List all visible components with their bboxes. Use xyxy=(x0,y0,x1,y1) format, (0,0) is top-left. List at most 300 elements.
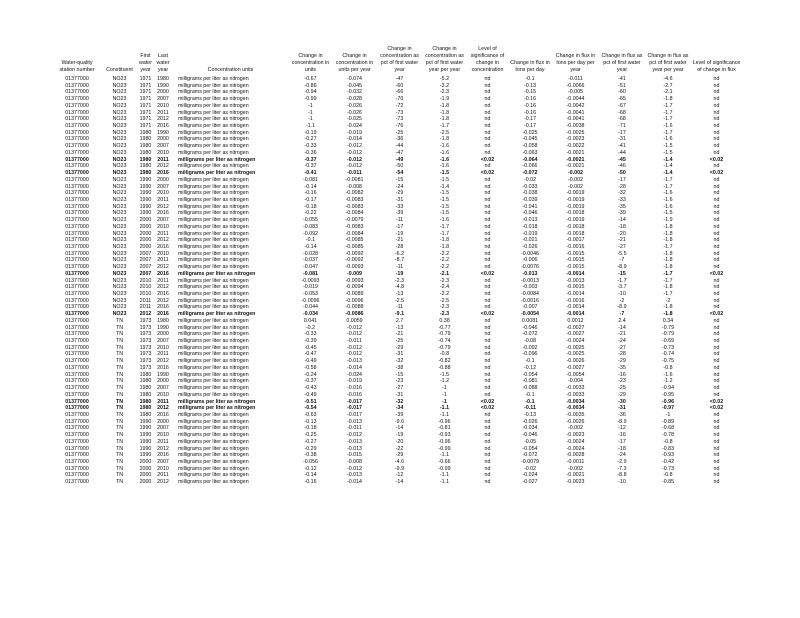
cell-change-flux: -0.021 xyxy=(522,237,538,244)
cell-change-conc-pct-per-year: -1.5 xyxy=(439,210,450,217)
cell-last-water-year: 2007 xyxy=(157,385,169,392)
table-row xyxy=(52,217,742,224)
cell-first-water-year: 1980 xyxy=(139,143,152,150)
cell-first-water-year: 1971 xyxy=(139,109,152,116)
cell-change-conc-pct-per-year: -0.96 xyxy=(438,438,451,445)
cell-last-water-year: 2012 xyxy=(157,479,169,486)
table-row xyxy=(52,425,742,432)
cell-flux-significance: nd xyxy=(713,96,720,103)
cell-change-conc-pct: -11 xyxy=(395,217,404,224)
cell-change-conc-per-year: -0.013 xyxy=(346,358,363,365)
cell-flux-significance: <0.02 xyxy=(709,405,724,412)
cell-units: milligrams per liter as nitrogen xyxy=(178,223,249,230)
cell-change-conc-pct-per-year: -1.1 xyxy=(439,411,450,418)
cell-last-water-year: 2016 xyxy=(157,170,169,177)
cell-last-water-year: 2012 xyxy=(157,445,169,452)
table-row xyxy=(52,405,742,412)
cell-change-conc-pct: -31 xyxy=(395,351,404,358)
cell-first-water-year: 2000 xyxy=(139,465,152,472)
cell-constituent: TN xyxy=(115,438,124,445)
cell-constituent: NO23 xyxy=(112,183,127,190)
cell-change-flux-per-year: -0.0023 xyxy=(566,479,585,486)
cell-change-conc: -1 xyxy=(308,109,313,116)
cell-change-conc-pct-per-year: -3.2 xyxy=(439,82,450,89)
table-row xyxy=(52,170,742,177)
cell-conc-significance: nd xyxy=(484,163,491,170)
cell-station-number: 01377000 xyxy=(65,264,89,271)
cell-station-number: 01377000 xyxy=(65,190,89,197)
cell-change-flux-pct-per-year: -0.93 xyxy=(661,452,675,459)
cell-change-conc: -0.16 xyxy=(304,479,317,486)
cell-change-flux: -0.11 xyxy=(524,405,536,412)
table-row xyxy=(52,385,742,392)
cell-station-number: 01377000 xyxy=(65,304,89,311)
cell-first-water-year: 2010 xyxy=(139,291,152,297)
cell-conc-significance: nd xyxy=(484,458,491,465)
cell-conc-significance: nd xyxy=(484,96,491,103)
cell-station-number: 01377000 xyxy=(65,82,89,89)
cell-constituent: NO23 xyxy=(112,109,127,116)
cell-change-conc: -0.16 xyxy=(304,190,317,197)
cell-change-conc-pct-per-year: -1.6 xyxy=(439,217,450,224)
cell-change-conc-pct-per-year: -1.9 xyxy=(439,96,450,103)
cell-flux-significance: nd xyxy=(713,183,720,190)
cell-conc-significance: nd xyxy=(484,176,491,183)
cell-units: milligrams per liter as nitrogen xyxy=(178,458,249,465)
cell-change-flux-pct: -33 xyxy=(618,196,626,203)
cell-change-flux: -0.1 xyxy=(525,398,535,405)
cell-change-conc: -0.37 xyxy=(304,156,317,163)
cell-constituent: NO23 xyxy=(112,270,127,277)
cell-constituent: NO23 xyxy=(112,82,127,89)
cell-last-water-year: 2007 xyxy=(157,217,169,224)
cell-change-flux-per-year: -0.0027 xyxy=(566,324,585,331)
table-row xyxy=(52,163,742,170)
cell-constituent: TN xyxy=(115,479,124,486)
cell-flux-significance: nd xyxy=(713,458,720,465)
table-row xyxy=(52,399,742,406)
cell-change-conc-pct-per-year: -1.5 xyxy=(439,170,450,177)
cell-change-flux-pct: -7.3 xyxy=(617,465,627,472)
cell-change-flux-per-year: -0.0026 xyxy=(566,358,585,365)
header-concentration-units: Concentration units xyxy=(207,66,254,73)
cell-change-conc-pct-per-year: -1.8 xyxy=(439,116,450,123)
table-row xyxy=(52,338,742,345)
cell-change-conc-per-year: -0.008 xyxy=(346,183,363,190)
cell-last-water-year: 2016 xyxy=(157,364,169,371)
cell-first-water-year: 1973 xyxy=(139,317,152,324)
cell-conc-significance: nd xyxy=(484,472,491,479)
cell-change-flux-pct: -14 xyxy=(618,324,626,331)
table-row xyxy=(52,184,742,191)
cell-conc-significance: nd xyxy=(484,324,491,331)
cell-change-flux-pct-per-year: -1.9 xyxy=(663,217,673,224)
cell-change-flux-pct: -25 xyxy=(618,385,626,392)
cell-change-conc-per-year: -0.014 xyxy=(346,479,363,486)
cell-constituent: TN xyxy=(115,425,124,432)
cell-change-flux-per-year: -0.0025 xyxy=(566,129,585,136)
cell-change-conc: -0.49 xyxy=(304,391,317,398)
cell-units: milligrams per liter as nitrogen xyxy=(178,405,256,412)
header-change-conc-pct-per-year: Change in concentration as pct of first water year per year xyxy=(425,45,464,73)
cell-change-conc: -1 xyxy=(308,102,313,109)
cell-flux-significance: <0.02 xyxy=(709,170,724,177)
cell-last-water-year: 2012 xyxy=(157,237,169,244)
cell-conc-significance: nd xyxy=(484,391,491,398)
cell-change-flux-pct-per-year: -1.7 xyxy=(663,102,673,109)
cell-change-flux-pct: -2.9 xyxy=(617,458,627,465)
cell-change-conc-pct: -19 xyxy=(395,230,404,237)
cell-station-number: 01377000 xyxy=(65,425,89,432)
cell-first-water-year: 1973 xyxy=(139,364,152,371)
cell-constituent: NO23 xyxy=(112,143,127,150)
cell-station-number: 01377000 xyxy=(65,176,89,183)
cell-change-flux-pct-per-year: -0.73 xyxy=(661,465,675,472)
cell-units: milligrams per liter as nitrogen xyxy=(178,156,256,163)
cell-change-flux-pct-per-year: -1.8 xyxy=(663,237,673,244)
table-row xyxy=(52,432,742,439)
cell-change-conc: -0.037 xyxy=(302,257,319,264)
cell-change-conc-per-year: -0.012 xyxy=(346,143,363,150)
cell-change-flux: -0.072 xyxy=(522,170,538,177)
table-row xyxy=(52,311,742,318)
cell-station-number: 01377000 xyxy=(65,297,89,304)
cell-change-conc-pct: -23 xyxy=(395,378,404,385)
cell-station-number: 01377000 xyxy=(65,432,89,439)
cell-change-flux-pct-per-year: -1.6 xyxy=(663,203,673,210)
cell-last-water-year: 2016 xyxy=(157,123,169,130)
cell-change-conc-pct: -31 xyxy=(395,391,404,398)
table-row xyxy=(52,378,742,385)
cell-change-flux-per-year: -0.0035 xyxy=(566,411,585,418)
cell-change-flux-pct-per-year: -0.85 xyxy=(661,479,675,486)
cell-flux-significance: <0.02 xyxy=(709,398,724,405)
cell-change-conc-per-year: -0.0084 xyxy=(345,210,364,217)
cell-constituent: TN xyxy=(115,411,124,418)
cell-change-conc-pct-per-year: -1.1 xyxy=(439,405,450,412)
cell-change-flux-pct-per-year: -2 xyxy=(665,297,671,304)
cell-change-conc-pct: -33 xyxy=(395,203,404,210)
cell-units: milligrams per liter as nitrogen xyxy=(178,264,249,271)
cell-change-flux-per-year: -0.0015 xyxy=(566,250,585,257)
cell-change-conc-pct-per-year: -1.5 xyxy=(439,196,450,203)
cell-units: milligrams per liter as nitrogen xyxy=(178,344,249,351)
cell-constituent: NO23 xyxy=(112,102,127,109)
table-body xyxy=(52,76,742,486)
cell-change-flux-per-year: -0.002 xyxy=(567,170,584,177)
cell-change-conc: -0.37 xyxy=(304,378,317,385)
cell-change-conc-per-year: -0.012 xyxy=(346,331,363,338)
cell-change-flux: -0.034 xyxy=(522,425,538,432)
cell-change-flux-per-year: -0.0023 xyxy=(566,136,585,143)
cell-units: milligrams per liter as nitrogen xyxy=(178,432,249,439)
cell-change-flux-pct: -14 xyxy=(618,217,626,224)
cell-first-water-year: 1973 xyxy=(139,358,152,365)
cell-change-flux-pct-per-year: -1.6 xyxy=(663,371,673,378)
cell-change-conc-pct: -13 xyxy=(395,291,404,297)
cell-conc-significance: <0.02 xyxy=(480,398,495,405)
cell-change-conc: -1.1 xyxy=(305,123,316,130)
cell-change-flux: -0.003 xyxy=(522,284,538,291)
cell-first-water-year: 2000 xyxy=(139,223,152,230)
cell-last-water-year: 2007 xyxy=(157,143,169,150)
cell-flux-significance: nd xyxy=(713,452,720,459)
cell-constituent: TN xyxy=(115,338,124,345)
cell-flux-significance: nd xyxy=(713,432,720,439)
cell-change-flux-per-year: -0.0019 xyxy=(566,217,585,224)
cell-change-flux-pct-per-year: -1.5 xyxy=(663,143,673,150)
cell-station-number: 01377000 xyxy=(65,324,89,331)
cell-conc-significance: nd xyxy=(484,364,491,371)
cell-flux-significance: nd xyxy=(713,149,720,156)
cell-change-conc: -0.081 xyxy=(302,176,319,183)
cell-units: milligrams per liter as nitrogen xyxy=(178,163,249,170)
cell-flux-significance: nd xyxy=(713,358,720,365)
cell-conc-significance: nd xyxy=(484,264,491,271)
cell-units: milligrams per liter as nitrogen xyxy=(178,123,249,130)
cell-change-conc: -0.1 xyxy=(305,237,316,244)
cell-conc-significance: nd xyxy=(484,338,491,345)
cell-change-flux-per-year: -0.0041 xyxy=(566,116,585,123)
cell-change-flux-per-year: -0.0018 xyxy=(566,210,585,217)
cell-change-conc-pct: -2.5 xyxy=(394,297,405,304)
cell-station-number: 01377000 xyxy=(65,203,89,210)
cell-change-flux: -0.16 xyxy=(523,102,537,109)
cell-constituent: NO23 xyxy=(112,149,127,156)
cell-flux-significance: nd xyxy=(713,391,720,398)
cell-change-conc-pct: -29 xyxy=(395,190,404,197)
cell-change-flux-per-year: -0.0034 xyxy=(566,398,585,405)
cell-change-conc: -0.47 xyxy=(304,351,317,358)
cell-change-conc-pct: -9.9 xyxy=(394,465,405,472)
table-row xyxy=(52,466,742,473)
cell-change-flux-per-year: -0.0018 xyxy=(566,230,585,237)
cell-constituent: NO23 xyxy=(112,176,127,183)
cell-last-water-year: 2012 xyxy=(157,405,169,412)
cell-change-conc-pct: -28 xyxy=(395,243,404,250)
cell-change-flux-per-year: -0.002 xyxy=(567,465,584,472)
cell-change-conc-per-year: -0.009 xyxy=(346,270,363,277)
cell-last-water-year: 2010 xyxy=(157,465,169,472)
cell-change-conc: -0.41 xyxy=(304,170,317,177)
cell-change-conc-pct: -22 xyxy=(395,445,404,452)
cell-units: milligrams per liter as nitrogen xyxy=(178,371,249,378)
cell-station-number: 01377000 xyxy=(65,210,89,217)
cell-change-conc-pct-per-year: -1.5 xyxy=(439,371,450,378)
cell-units: milligrams per liter as nitrogen xyxy=(178,297,249,304)
cell-units: milligrams per liter as nitrogen xyxy=(178,452,249,459)
cell-change-conc: -0.019 xyxy=(302,284,319,291)
table-row xyxy=(52,237,742,244)
cell-change-conc-per-year: -0.0089 xyxy=(345,291,364,297)
cell-change-conc-pct: -15 xyxy=(395,176,404,183)
cell-change-conc-pct-per-year: -0.81 xyxy=(438,425,451,432)
cell-first-water-year: 1980 xyxy=(139,371,152,378)
cell-change-flux: -0.046 xyxy=(522,324,538,331)
cell-change-flux-per-year: 0.0012 xyxy=(567,317,584,324)
cell-change-conc-per-year: -0.016 xyxy=(346,391,363,398)
cell-change-flux-pct: 2.4 xyxy=(618,317,626,324)
cell-change-conc: -0.38 xyxy=(304,452,317,459)
cell-flux-significance: nd xyxy=(713,479,720,486)
cell-first-water-year: 1971 xyxy=(139,82,152,89)
cell-constituent: TN xyxy=(115,364,124,371)
cell-first-water-year: 1971 xyxy=(139,102,152,109)
cell-conc-significance: nd xyxy=(484,102,491,109)
cell-first-water-year: 1980 xyxy=(139,378,152,385)
cell-units: milligrams per liter as nitrogen xyxy=(178,257,249,264)
cell-change-conc-per-year: -0.025 xyxy=(346,116,363,123)
cell-station-number: 01377000 xyxy=(65,217,89,224)
cell-station-number: 01377000 xyxy=(65,311,89,318)
cell-units: milligrams per liter as nitrogen xyxy=(178,311,256,318)
cell-constituent: TN xyxy=(115,391,124,398)
cell-change-flux: -0.039 xyxy=(522,196,538,203)
cell-units: milligrams per liter as nitrogen xyxy=(178,364,249,371)
cell-flux-significance: nd xyxy=(713,123,720,130)
cell-change-conc: -0.45 xyxy=(304,344,317,351)
cell-constituent: NO23 xyxy=(112,291,127,297)
cell-conc-significance: nd xyxy=(484,223,491,230)
cell-first-water-year: 1973 xyxy=(139,338,152,345)
cell-last-water-year: 2011 xyxy=(157,257,169,264)
cell-change-conc-pct-per-year: -2.2 xyxy=(439,257,450,264)
cell-change-conc-pct-per-year: -1.8 xyxy=(439,237,450,244)
table-row xyxy=(52,419,742,426)
cell-change-conc: -0.081 xyxy=(302,270,319,277)
cell-change-conc: -0.36 xyxy=(304,149,317,156)
cell-change-conc-pct: -49 xyxy=(395,156,404,163)
cell-constituent: TN xyxy=(115,331,124,338)
cell-conc-significance: nd xyxy=(484,304,491,311)
cell-flux-significance: nd xyxy=(713,371,720,378)
cell-change-conc-pct-per-year: -1.6 xyxy=(439,156,450,163)
cell-first-water-year: 2000 xyxy=(139,243,152,250)
cell-change-conc-pct: -14 xyxy=(395,425,404,432)
cell-first-water-year: 1980 xyxy=(139,136,152,143)
cell-change-conc-pct: -72 xyxy=(395,102,404,109)
cell-station-number: 01377000 xyxy=(65,371,89,378)
cell-constituent: NO23 xyxy=(112,237,127,244)
cell-change-conc-pct: -4.8 xyxy=(394,284,405,291)
cell-last-water-year: 2007 xyxy=(157,425,169,432)
cell-constituent: NO23 xyxy=(112,243,127,250)
cell-change-flux-pct-per-year: -1.4 xyxy=(663,170,673,177)
cell-change-flux-per-year: -0.0021 xyxy=(566,149,585,156)
cell-conc-significance: nd xyxy=(484,351,491,358)
cell-change-conc-per-year: -0.0093 xyxy=(345,277,364,284)
cell-conc-significance: nd xyxy=(484,344,491,351)
cell-change-flux: -0.08 xyxy=(523,338,537,345)
table-row xyxy=(52,284,742,291)
cell-change-flux-per-year: -0.005 xyxy=(567,89,584,96)
cell-change-flux-per-year: -0.0014 xyxy=(566,270,585,277)
cell-change-conc-pct-per-year: -1.6 xyxy=(439,163,450,170)
cell-change-flux: -0.02 xyxy=(523,176,537,183)
cell-change-flux-per-year: -0.0014 xyxy=(566,304,585,311)
cell-first-water-year: 2007 xyxy=(139,250,152,257)
header-last-water-year: Last water year xyxy=(156,52,170,73)
cell-change-conc-per-year: -0.017 xyxy=(346,398,363,405)
cell-change-conc-pct: -32 xyxy=(395,358,404,365)
table-row xyxy=(52,459,742,466)
cell-units: milligrams per liter as nitrogen xyxy=(178,217,249,224)
cell-change-conc-pct-per-year: -1.1 xyxy=(439,472,450,479)
cell-change-flux: -0.018 xyxy=(522,223,538,230)
cell-flux-significance: nd xyxy=(713,237,720,244)
cell-last-water-year: 2007 xyxy=(157,96,169,103)
cell-change-conc-pct-per-year: -0.99 xyxy=(438,465,451,472)
cell-change-flux: -0.063 xyxy=(522,149,538,156)
cell-units: milligrams per liter as nitrogen xyxy=(178,479,249,486)
cell-flux-significance: nd xyxy=(713,291,720,297)
cell-change-flux: -0.092 xyxy=(522,344,538,351)
cell-change-flux-per-year: -0.0011 xyxy=(566,458,585,465)
cell-change-conc-pct: -60 xyxy=(395,82,404,89)
table-row xyxy=(52,89,742,96)
cell-change-conc-pct-per-year: -2.2 xyxy=(439,250,450,257)
cell-change-flux-pct-per-year: -1.6 xyxy=(663,190,673,197)
cell-change-conc-per-year: -0.008 xyxy=(346,458,363,465)
table-row xyxy=(52,190,742,197)
cell-change-flux-pct: -36 xyxy=(618,411,626,418)
cell-change-flux-pct-per-year: -0.94 xyxy=(661,385,675,392)
cell-station-number: 01377000 xyxy=(65,358,89,365)
cell-flux-significance: nd xyxy=(713,472,720,479)
cell-constituent: TN xyxy=(115,317,124,324)
cell-conc-significance: nd xyxy=(484,438,491,445)
cell-change-flux-pct-per-year: -0.97 xyxy=(661,405,675,412)
cell-change-flux: -0.024 xyxy=(522,472,538,479)
cell-change-conc: 0.041 xyxy=(303,317,318,324)
cell-constituent: TN xyxy=(115,358,124,365)
table-row xyxy=(52,304,742,311)
header-row xyxy=(52,32,742,76)
cell-station-number: 01377000 xyxy=(65,364,89,371)
cell-flux-significance: nd xyxy=(713,116,720,123)
cell-units: milligrams per liter as nitrogen xyxy=(178,136,249,143)
cell-station-number: 01377000 xyxy=(65,378,89,385)
cell-station-number: 01377000 xyxy=(65,291,89,297)
cell-change-conc: -0.63 xyxy=(304,411,317,418)
cell-change-conc: -0.083 xyxy=(302,223,319,230)
cell-station-number: 01377000 xyxy=(65,89,89,96)
cell-first-water-year: 2011 xyxy=(139,297,152,304)
table-row xyxy=(52,130,742,137)
cell-constituent: NO23 xyxy=(112,96,127,103)
cell-change-conc-per-year: -0.012 xyxy=(346,156,363,163)
cell-change-flux-pct: -18 xyxy=(618,445,626,452)
cell-conc-significance: <0.02 xyxy=(480,270,495,277)
table-row xyxy=(52,177,742,184)
cell-units: milligrams per liter as nitrogen xyxy=(178,438,249,445)
cell-change-conc-pct: -66 xyxy=(395,89,404,96)
cell-flux-significance: nd xyxy=(713,143,720,150)
cell-change-flux-per-year: -0.0024 xyxy=(566,445,585,452)
cell-conc-significance: nd xyxy=(484,129,491,136)
cell-change-conc: -0.18 xyxy=(304,425,317,432)
table-row xyxy=(52,116,742,123)
cell-change-flux-per-year: -0.002 xyxy=(567,183,584,190)
cell-change-flux-pct: -10 xyxy=(618,291,626,297)
header-change-flux-pct: Change in flux as pct of first water year xyxy=(601,52,643,73)
cell-station-number: 01377000 xyxy=(65,109,89,116)
table-row xyxy=(52,231,742,238)
cell-units: milligrams per liter as nitrogen xyxy=(178,116,249,123)
table-row xyxy=(52,452,742,459)
cell-first-water-year: 2000 xyxy=(139,472,152,479)
table-header xyxy=(52,32,742,76)
